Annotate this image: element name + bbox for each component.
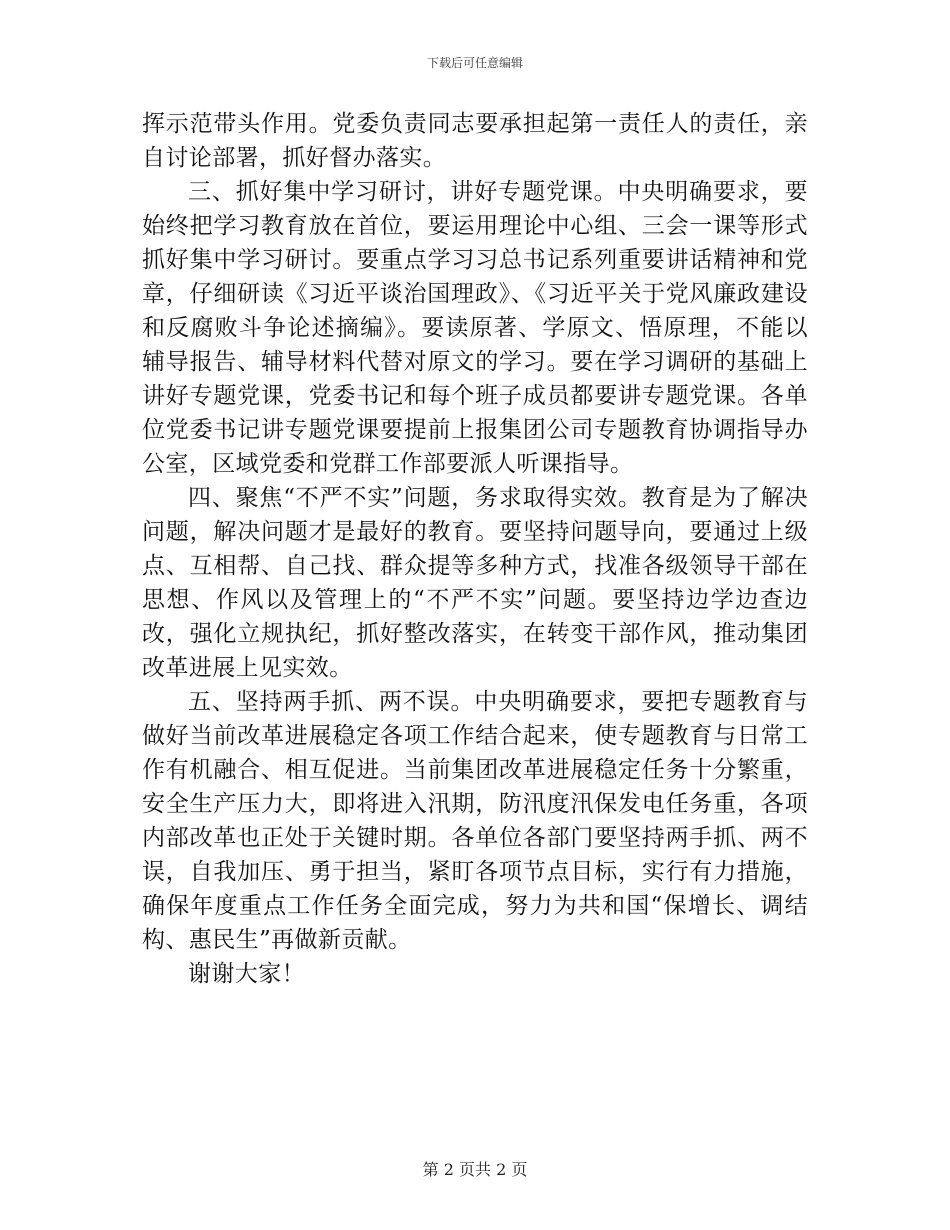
paragraph-section-3: 三、抓好集中学习研讨，讲好专题党课。中央明确要求，要始终把学习教育放在首位，要运用理论中心组、三会一课等形式抓好集中学习研讨。要重点学习习总书记系列重要讲话精神和党章，仔细研读《习近平谈治国理政》、《习近平关于党风廉政建设和反腐败斗争论述摘编》。要读原著、学原文、悟原理，不能以辅导报告、辅导材料代替对原文的学习。要在学习调研的基础上讲好专题党课，党委书记和每个班子成员都要讲专题党课。各单位党委书记讲专题党课要提前上报集团公司专题教育协调指导办公室，区域党委和党群工作部要派人听课指导。 [142,179,808,477]
paragraph-section-5: 五、坚持两手抓、两不误。中央明确要求，要把专题教育与做好当前改革进展稳定各项工作结合起来，使专题教育与日常工作有机融合、相互促进。当前集团改革进展稳定任务十分繁重，安全生产压力大，即将进入汛期，防汛度汛保发电任务重，各项内部改革也正处于关键时期。各单位各部门要坚持两手抓、两不误，自我加压、勇于担当，紧盯各项节点目标，实行有力措施，确保年度重点工作任务全面完成，努力为共和国“保增长、调结构、惠民生”再做新贡献。 [142,689,808,953]
paragraph-continued: 挥示范带头作用。党委负责同志要承担起第一责任人的责任，亲自讨论部署，抓好督办落实。 [142,111,808,171]
page-header-note: 下载后可任意编辑 [426,56,523,70]
paragraph-closing: 谢谢大家！ [188,961,305,987]
page-number: 第 2 页共 2 页 [422,1160,528,1179]
document-body [142,107,808,991]
paragraph-section-4: 四、聚焦“不严不实”问题，务求取得实效。教育是为了解决问题，解决问题才是最好的教育。要坚持问题导向，要通过上级点、互相帮、自己找、群众提等多种方式，找准各级领导干部在思想、作风以及管理上的“不严不实”问题。要坚持边学边查边改，强化立规执纪，抓好整改落实，在转变干部作风，推动集团改革进展上见实效。 [142,485,808,681]
